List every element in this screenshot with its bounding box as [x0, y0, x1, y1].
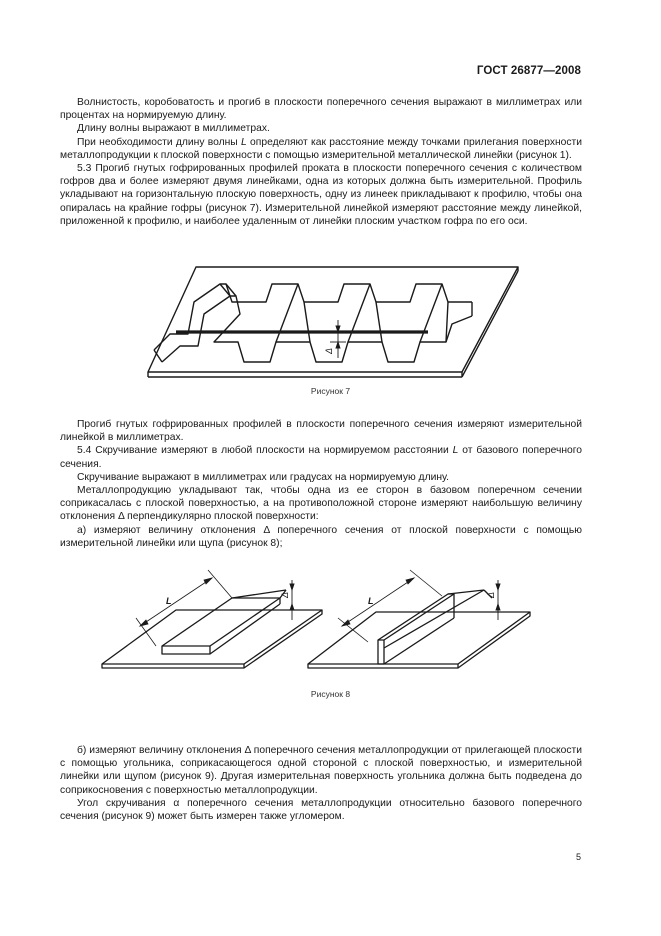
delta-label: Δ	[280, 591, 290, 598]
text-block-2	[60, 418, 582, 550]
paragraph	[60, 136, 582, 162]
paragraph: Прогиб гнутых гофрированных профилей в плоскости поперечного сечения измеряют измерительной линейкой в миллиметрах.	[60, 419, 582, 444]
standard-number: ГОСТ 26877—2008	[476, 65, 581, 77]
paragraph-5-4	[60, 444, 582, 470]
length-label: L	[368, 596, 374, 606]
delta-label: Δ	[486, 591, 496, 598]
paragraph: Металлопродукцию укладывают так, чтобы одна из ее сторон в базовом поперечном сечении соприкасалась с плоской поверхностью, а на противоположной стороне измеряют наибольшую величину отклонения Δ перпендикулярно плоской поверхности:	[60, 485, 582, 523]
delta-label: Δ	[324, 347, 334, 354]
text-block-3	[60, 744, 582, 823]
text-block-1	[60, 96, 582, 228]
figure-8-drawing	[96, 568, 570, 676]
variable-l: L	[241, 136, 247, 148]
text-run: 5.4 Скручивание измеряют в любой плоскости на нормируемом расстоянии	[77, 445, 453, 457]
length-label: L	[166, 596, 172, 606]
text-run: При необходимости длину волны	[77, 136, 242, 148]
figure-7-drawing	[140, 262, 540, 380]
paragraph-item-a: а) измеряют величину отклонения Δ поперечного сечения от плоской поверхности с помощью измерительной линейки или щупа (рисунок 8);	[60, 524, 582, 549]
paragraph: Длину волны выражают в миллиметрах.	[77, 123, 270, 135]
paragraph: Волнистость, коробоватость и прогиб в плоскости поперечного сечения выражают в миллиметрах или процентах на нормируемую длину.	[60, 97, 582, 122]
figure-7-caption: Рисунок 7	[310, 386, 351, 396]
paragraph: Скручивание выражают в миллиметрах или градусах на нормируемую длину.	[77, 471, 449, 483]
paragraph: Угол скручивания α поперечного сечения металлопродукции относительно базового поперечного сечения (рисунок 9) может быть измерен также угломером.	[60, 797, 582, 823]
figure-8-caption: Рисунок 8	[310, 689, 351, 699]
text-run: определяют как расстояние между точками прилегания поверхности металлопродукции к плоской поверхности с помощью измерительной металлической линейки (рисунок 1).	[60, 136, 582, 161]
paragraph-5-3: 5.3 Прогиб гнутых гофрированных профилей проката в плоскости поперечного сечения с количеством гофров два и более измеряют двумя линейками, одна из которых должна быть измерительной. Профиль укладывают на горизонтальную плоскую поверхность, одну из линеек прикладывают к профилю, чтобы она опиралась на крайние гофры (рисунок 7). Измерительной линейкой измеряют расстояние между линейкой, приложенной к профилю, и наиболее удаленным от линейки плоским участком гофра по его оси.	[60, 163, 582, 227]
page-number: 5	[575, 852, 581, 862]
paragraph-item-b: б) измеряют величину отклонения Δ поперечного сечения металлопродукции от прилегающей плоскости с помощью угольника, соприкасающегося одной стороной с плоской поверхностью, и измерительной линейки или щупом (рисунок 9). Другая измерительная поверхность угольника должна быть подведена до соприкосновения с поверхностью металлопродукции.	[60, 745, 582, 796]
variable-l: L	[452, 445, 459, 457]
text-run: от базового поперечного сечения.	[60, 445, 582, 470]
